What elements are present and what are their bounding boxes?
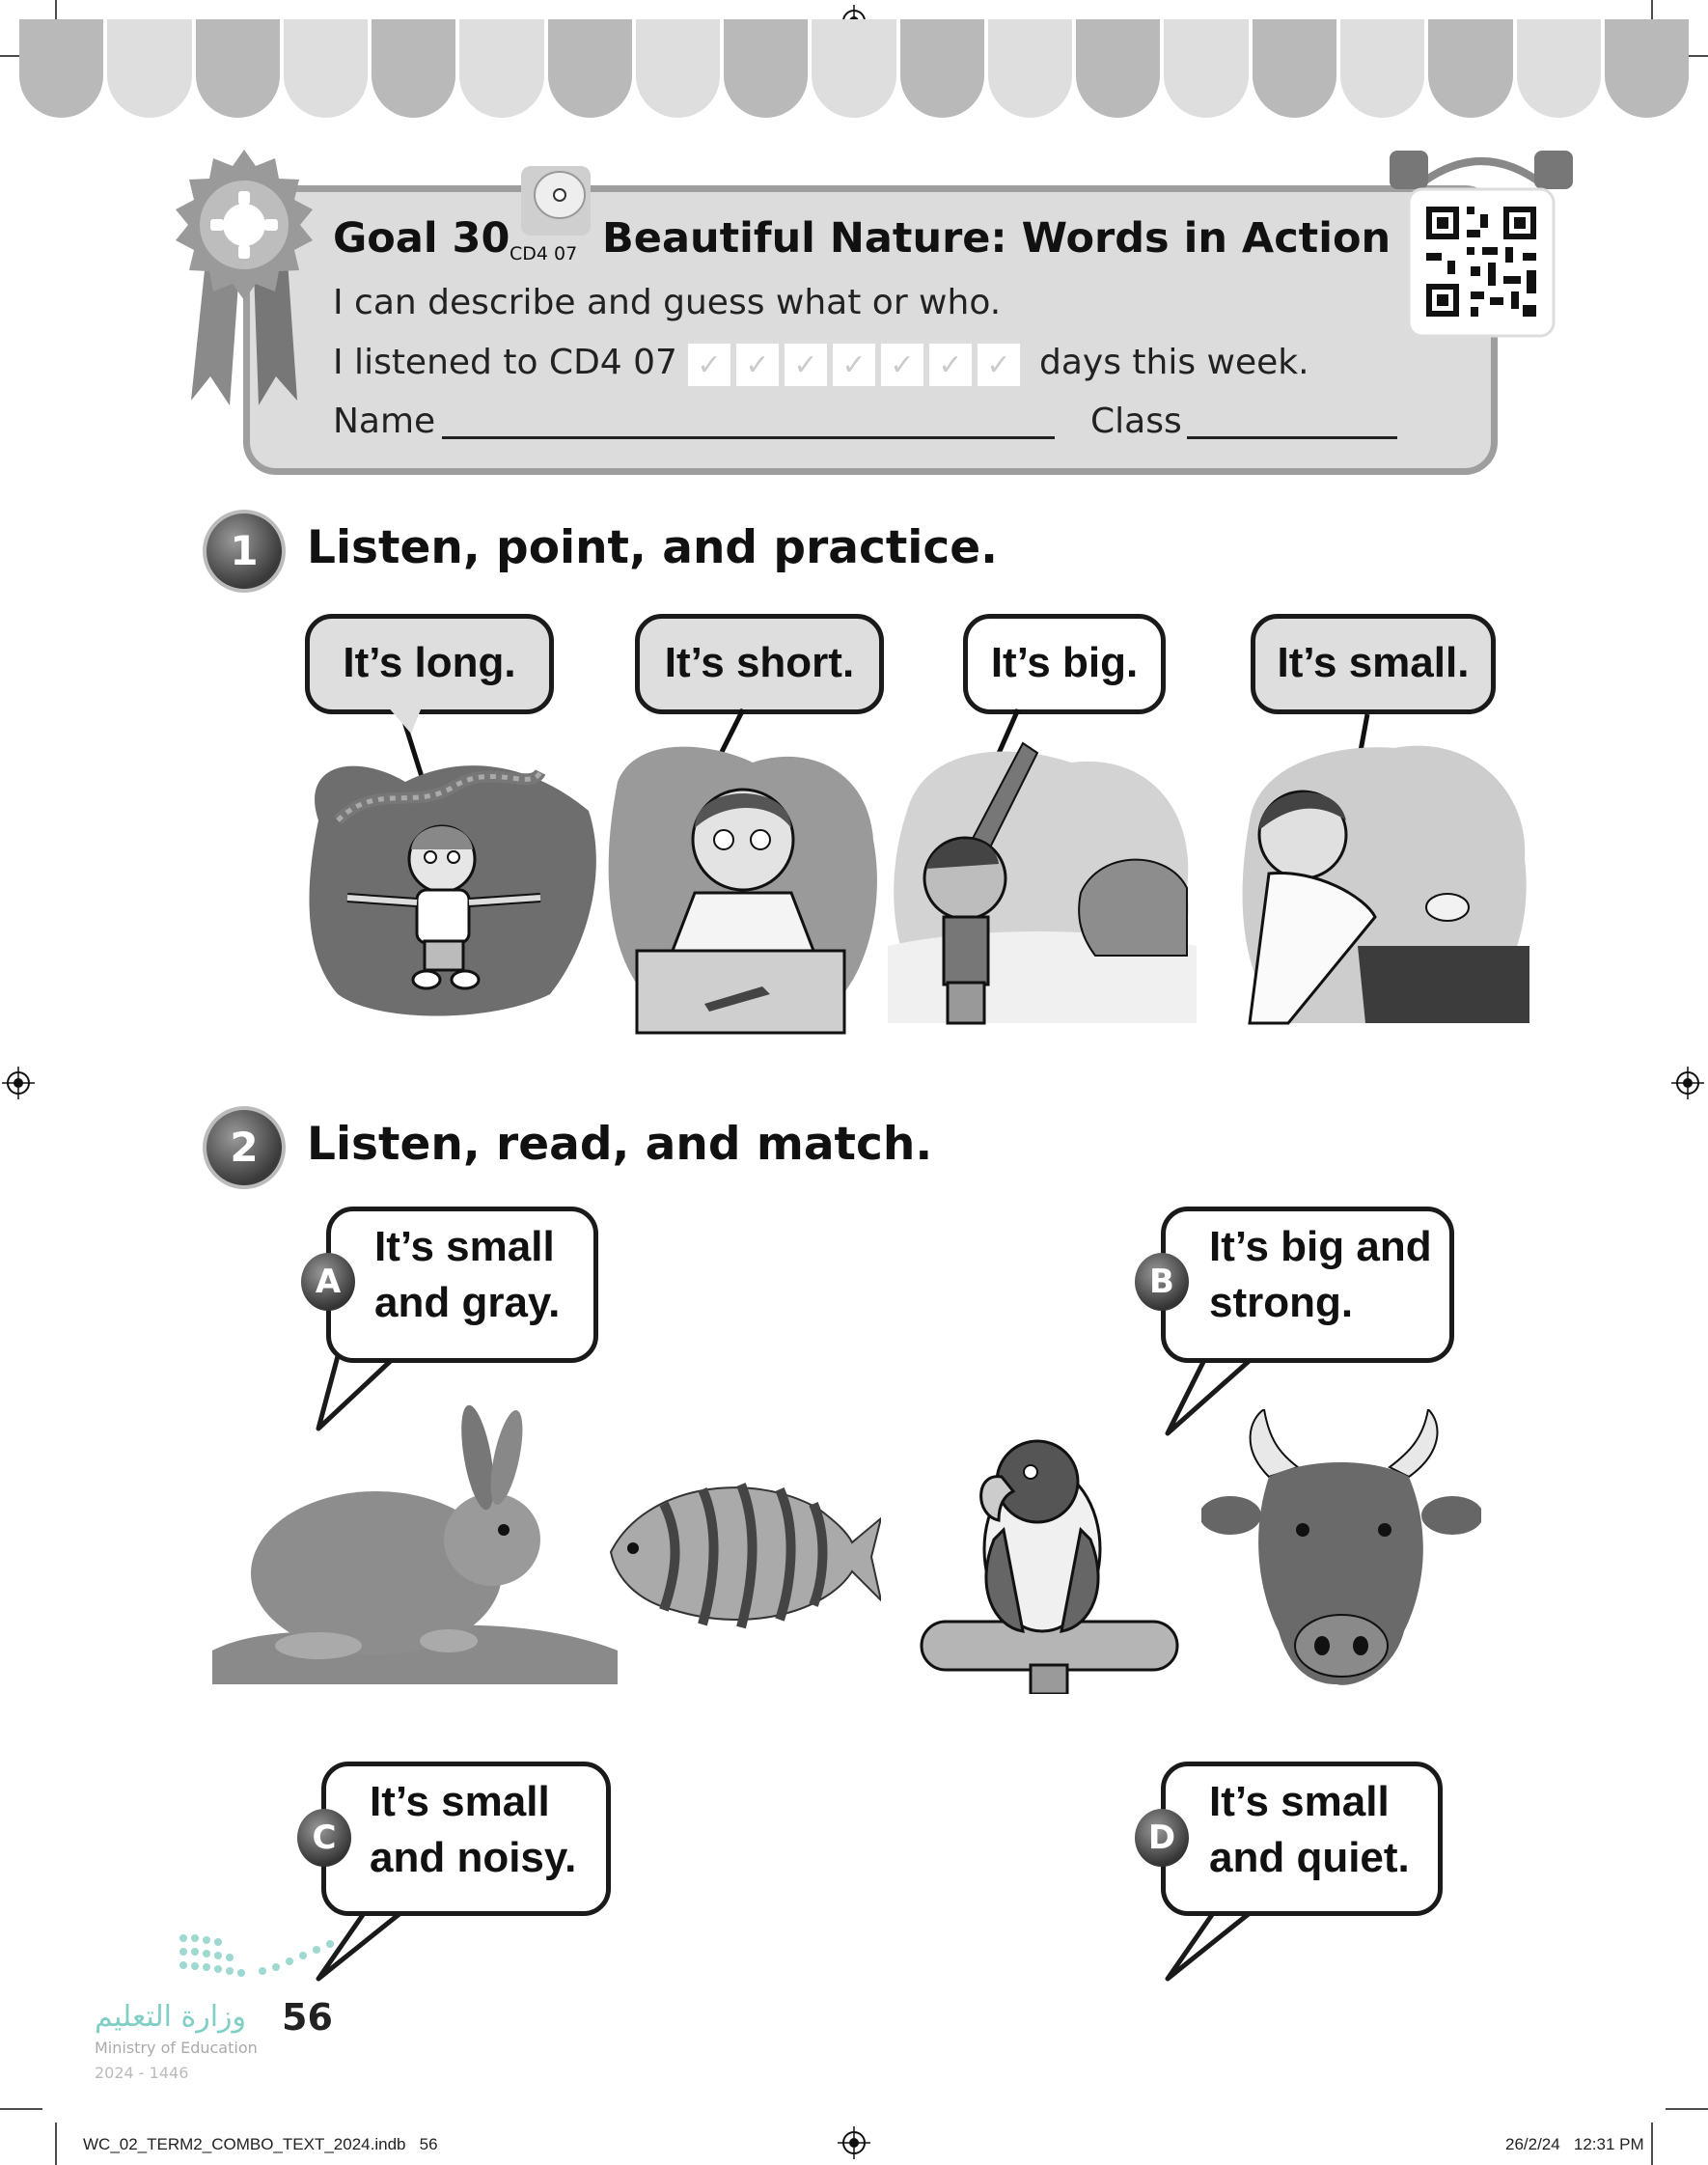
rabbit-illustration bbox=[212, 1404, 618, 1689]
label-c: C bbox=[297, 1809, 351, 1867]
ministry-year: 2024 - 1446 bbox=[95, 2064, 189, 2082]
day-checkbox[interactable]: ✓ bbox=[977, 343, 1021, 387]
day-checkbox[interactable]: ✓ bbox=[784, 343, 828, 387]
day-checkbox[interactable]: ✓ bbox=[880, 343, 924, 387]
speech-bubble-a bbox=[326, 1207, 598, 1363]
speech-bubble-small: It’s small. bbox=[1251, 614, 1496, 714]
speech-bubble-b bbox=[1161, 1207, 1454, 1363]
exercise-1-title: Listen, point, and practice. bbox=[307, 521, 998, 574]
class-label: Class bbox=[1090, 402, 1182, 441]
print-file-name: WC_02_TERM2_COMBO_TEXT_2024.indb 56 bbox=[83, 2135, 438, 2153]
listened-suffix: days this week. bbox=[1039, 343, 1309, 382]
bubble-d-line2: and quiet. bbox=[1209, 1834, 1410, 1881]
bubble-d-line1: It’s small bbox=[1209, 1778, 1390, 1825]
exercise-1-number: 1 bbox=[203, 510, 286, 593]
bubble-b-line2: strong. bbox=[1209, 1279, 1354, 1326]
label-b: B bbox=[1135, 1253, 1189, 1311]
exercise-2-title: Listen, read, and match. bbox=[307, 1118, 933, 1171]
speech-bubble-c bbox=[321, 1762, 611, 1916]
bubble-a-line2: and gray. bbox=[374, 1279, 561, 1326]
ministry-logo-dots bbox=[176, 1930, 349, 1988]
speech-bubble-short: It’s short. bbox=[635, 614, 884, 714]
label-d: D bbox=[1135, 1809, 1189, 1867]
ministry-name-arabic: وزارة التعليم bbox=[95, 2000, 247, 2034]
bull-illustration bbox=[1201, 1409, 1481, 1689]
listened-prefix: I listened to CD4 07 bbox=[333, 343, 677, 382]
day-checkbox[interactable]: ✓ bbox=[832, 343, 876, 387]
page-number: 56 bbox=[282, 1996, 333, 2039]
print-date: 26/2/24 12:31 PM bbox=[1505, 2135, 1644, 2153]
bubble-b-line1: It’s big and bbox=[1209, 1223, 1432, 1270]
exercise-2-number: 2 bbox=[203, 1106, 286, 1189]
bubble-c-line1: It’s small bbox=[370, 1778, 550, 1825]
day-checkbox[interactable]: ✓ bbox=[735, 343, 780, 387]
ministry-name-english: Ministry of Education bbox=[95, 2039, 258, 2057]
fish-illustration bbox=[606, 1465, 881, 1634]
day-checkbox[interactable]: ✓ bbox=[687, 343, 731, 387]
speech-bubble-big: It’s big. bbox=[963, 614, 1166, 714]
bubble-c-line2: and noisy. bbox=[370, 1834, 577, 1881]
cd-track-label: CD4 07 bbox=[510, 243, 578, 264]
parrot-illustration bbox=[917, 1424, 1182, 1694]
name-label: Name bbox=[333, 402, 436, 441]
can-do-statement: I can describe and guess what or who. bbox=[333, 283, 1002, 322]
goal-label: Goal 30 bbox=[333, 214, 510, 263]
goal-title: Beautiful Nature: Words in Action bbox=[602, 214, 1391, 263]
speech-bubble-long: It’s long. bbox=[305, 614, 554, 714]
speech-bubble-d bbox=[1161, 1762, 1443, 1916]
day-checkbox[interactable]: ✓ bbox=[928, 343, 973, 387]
bubble-a-line1: It’s small bbox=[374, 1223, 555, 1270]
label-a: A bbox=[301, 1253, 355, 1311]
